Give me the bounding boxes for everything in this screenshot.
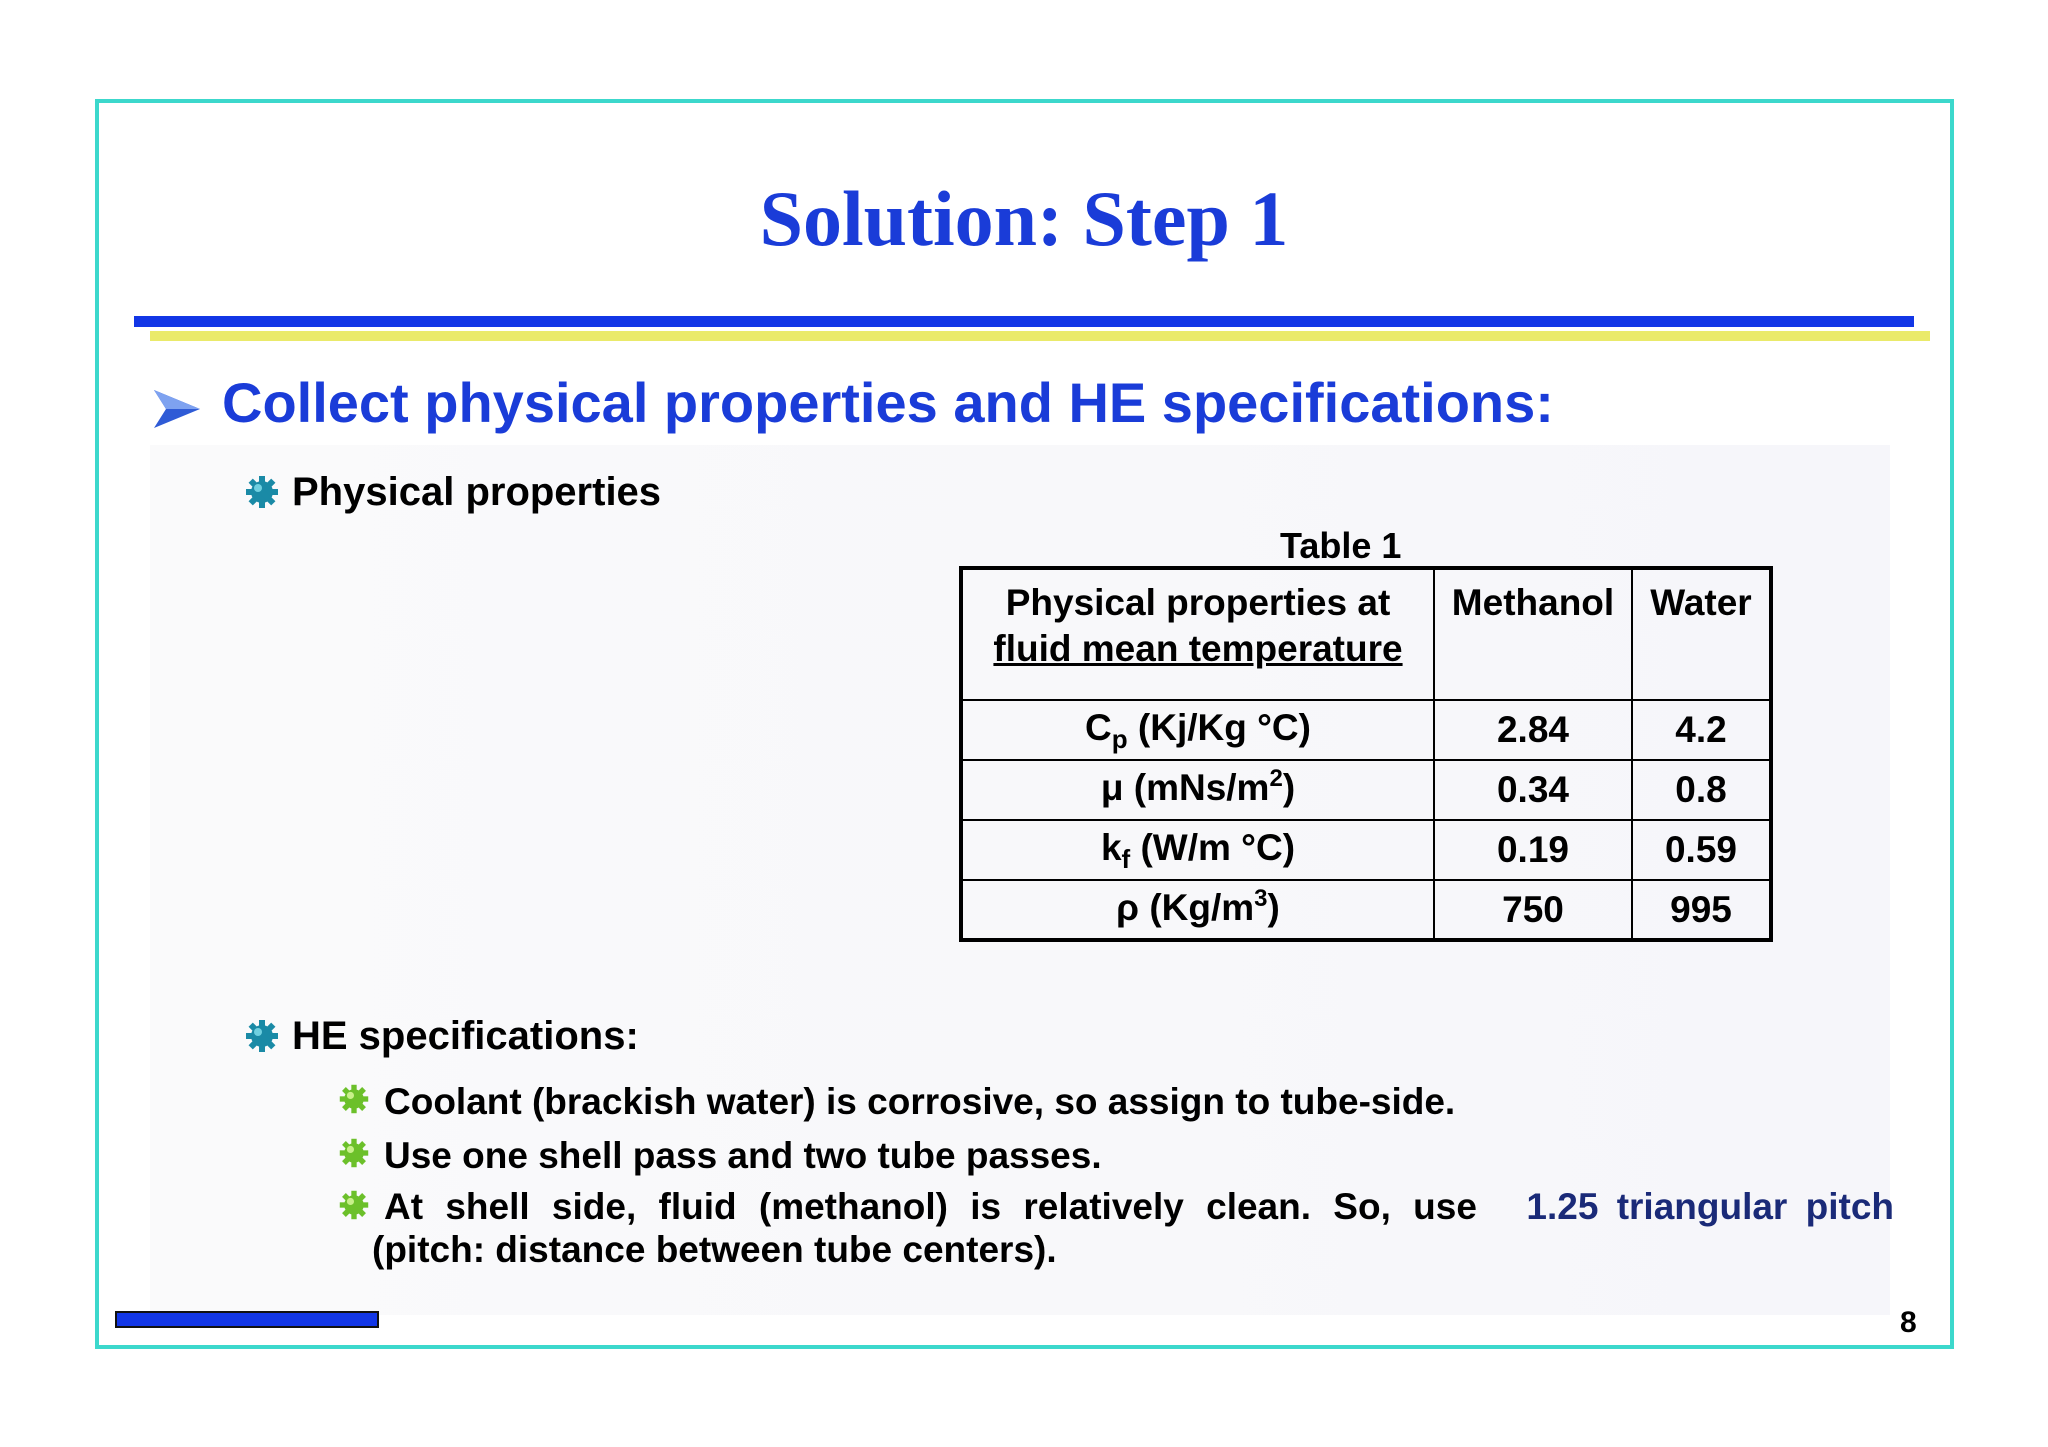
he-item-3-line2: (pitch: distance between tube centers). [372,1229,1057,1270]
teal-gear-bullet-icon [244,474,280,510]
he-item: Coolant (brackish water) is corrosive, so assign to tube-side. [384,1081,1456,1122]
section-heading: Collect physical properties and HE specifications: [222,371,1554,434]
title-rule-blue [134,316,1914,327]
water-value: 995 [1632,880,1771,940]
water-value: 0.8 [1632,760,1771,820]
table-row [961,880,1771,940]
he-item: Use one shell pass and two tube passes. [384,1135,1102,1176]
methanol-value: 0.19 [1434,820,1632,880]
he-item-3-line1 [384,1188,1894,1225]
footer-bar [115,1311,379,1328]
header-property-line2: fluid mean temperature [993,628,1403,670]
page-number: 8 [1900,1306,1917,1339]
header-methanol: Methanol [1434,568,1632,700]
green-gear-bullet-icon [338,1189,370,1221]
water-value: 4.2 [1632,700,1771,760]
physical-properties-label: Physical properties [292,470,662,514]
table-header-row [961,568,1771,700]
he-item-3-text: At shell side, fluid (methanol) is relatively clean. So, use [384,1186,1477,1227]
header-property [961,568,1434,700]
title-rule-yellow [150,331,1930,341]
teal-gear-bullet-icon [244,1018,280,1054]
property-cell: μ $(mNs/m^2)$ [961,760,1434,820]
pitch-highlight: 1.25 triangular pitch [1526,1186,1894,1227]
table-caption: Table 1 [1280,525,1402,566]
methanol-value: 0.34 [1434,760,1632,820]
he-specifications-label: HE specifications: [292,1014,639,1058]
methanol-value: 2.84 [1434,700,1632,760]
table-row [961,700,1771,760]
methanol-value: 750 [1434,880,1632,940]
green-gear-bullet-icon [338,1083,370,1115]
header-water: Water [1632,568,1771,700]
slide-title: Solution: Step 1 [759,175,1289,262]
table-row [961,820,1771,880]
property-cell: ρ $(Kg/m^3)$ [961,880,1434,940]
properties-table [959,566,1773,942]
property-cell: $C_p$ (Kj/Kg °C) [961,700,1434,760]
water-value: 0.59 [1632,820,1771,880]
green-gear-bullet-icon [338,1137,370,1169]
table-row [961,760,1771,820]
header-property-line1: Physical properties at [1005,582,1391,623]
property-cell: $k_f$ (W/m °C) [961,820,1434,880]
arrow-bullet-icon [152,386,202,432]
